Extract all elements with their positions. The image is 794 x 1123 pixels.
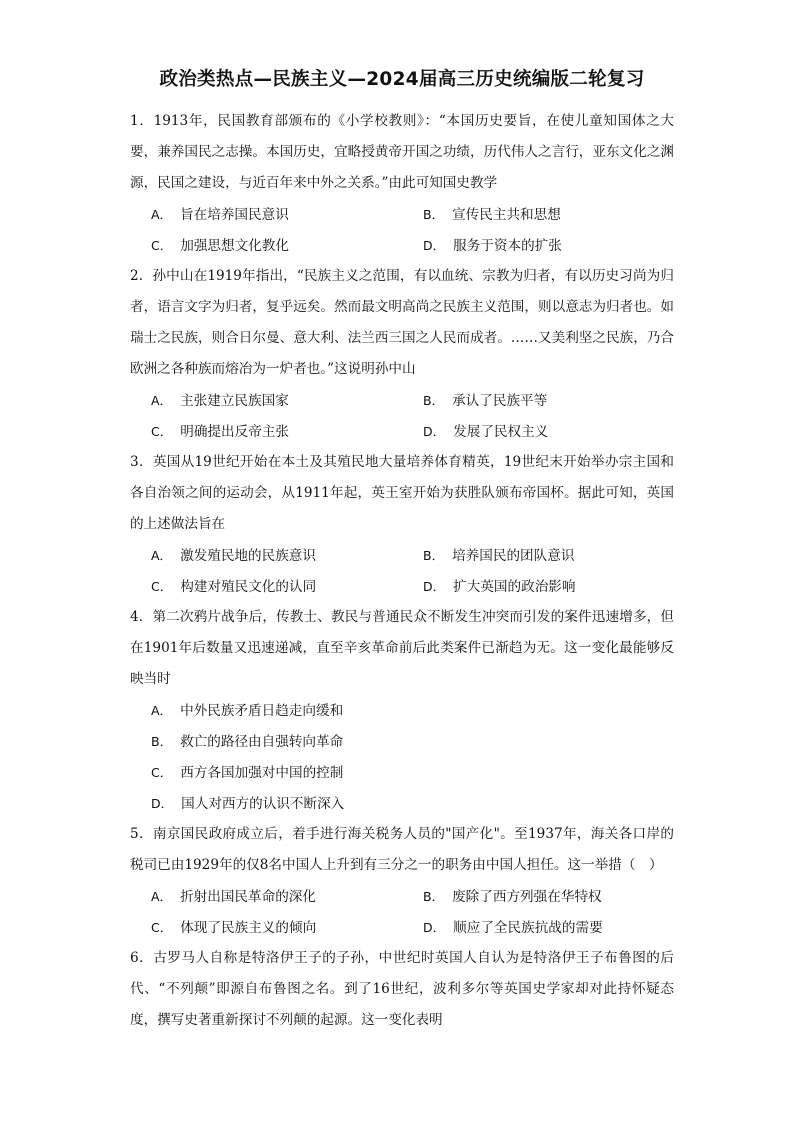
- option-row: [130, 199, 674, 230]
- option-a[interactable]: [130, 385, 402, 416]
- option-row: [130, 757, 674, 788]
- option-letter: A．: [151, 207, 173, 222]
- option-a[interactable]: [130, 695, 674, 726]
- option-text: 主张建立民族国家: [180, 393, 289, 409]
- option-letter: A．: [151, 889, 173, 904]
- option-text: 国人对西方的认识不断深入: [181, 796, 345, 812]
- option-text: 宣传民主共和思想: [452, 207, 561, 223]
- option-a[interactable]: [130, 540, 402, 571]
- option-text: 废除了西方列强在华特权: [452, 889, 602, 905]
- option-d[interactable]: [130, 788, 674, 819]
- option-b[interactable]: [402, 199, 674, 230]
- option-row: [130, 726, 674, 757]
- option-letter: B．: [423, 207, 445, 222]
- option-text: 明确提出反帝主张: [180, 424, 289, 440]
- option-text: 培养国民的团队意识: [452, 548, 575, 564]
- option-b[interactable]: [402, 881, 674, 912]
- option-letter: B．: [423, 548, 445, 563]
- option-row: [130, 230, 674, 261]
- option-text: 扩大英国的政治影响: [453, 579, 576, 595]
- option-text: 中外民族矛盾日趋走向缓和: [180, 703, 344, 719]
- question-6: [130, 943, 674, 1036]
- option-letter: D．: [423, 579, 446, 594]
- option-row: [130, 416, 674, 447]
- option-text: 顺应了全民族抗战的需要: [453, 920, 603, 936]
- option-letter: A．: [151, 393, 173, 408]
- option-a[interactable]: [130, 881, 402, 912]
- option-c[interactable]: [130, 416, 402, 447]
- option-text: 激发殖民地的民族意识: [180, 548, 316, 564]
- option-letter: B．: [423, 393, 445, 408]
- option-letter: D．: [423, 238, 446, 253]
- option-d[interactable]: [402, 230, 674, 261]
- option-letter: C．: [151, 920, 173, 935]
- option-row: [130, 540, 674, 571]
- option-text: 折射出国民革命的深化: [180, 889, 316, 905]
- option-row: [130, 912, 674, 943]
- question-stem: 1．1913年，民国教育部颁布的《小学校教则》：“本国历史要旨，在使儿童知国体之大要，兼养国民之志操。本国历史，宜略授黄帝开国之功绩，历代伟人之言行，亚东文化之渊源，民国之建设，与近百年来中外之关系。”由此可知国史教学: [130, 113, 674, 191]
- option-letter: A．: [151, 548, 173, 563]
- option-b[interactable]: [130, 726, 674, 757]
- question-stem: 3．英国从19世纪开始在本土及其殖民地大量培养体育精英，19世纪末开始举办宗主国和各自治领之间的运动会，从1911年起，英王室开始为获胜队颁布帝国杯。据此可知，英国的上述做法旨在: [130, 454, 674, 532]
- option-text: 加强思想文化教化: [180, 238, 289, 254]
- option-d[interactable]: [402, 912, 674, 943]
- option-letter: D．: [423, 424, 446, 439]
- option-d[interactable]: [402, 571, 674, 602]
- option-c[interactable]: [130, 571, 402, 602]
- option-text: 旨在培养国民意识: [180, 207, 289, 223]
- option-row: [130, 881, 674, 912]
- option-text: 发展了民权主义: [453, 424, 549, 440]
- option-text: 承认了民族平等: [452, 393, 548, 409]
- options-list: [130, 881, 674, 943]
- option-text: 西方各国加强对中国的控制: [180, 765, 344, 781]
- option-text: 构建对殖民文化的认同: [180, 579, 317, 595]
- option-letter: C．: [151, 424, 173, 439]
- option-b[interactable]: [402, 540, 674, 571]
- question-stem: 6．古罗马人自称是特洛伊王子的子孙，中世纪时英国人自认为是特洛伊王子布鲁图的后代、“不列颠”即源自布鲁图之名。到了16世纪，波利多尔等英国史学家却对此持怀疑态度，撰写史著重新探讨不列颠的起源。这一变化表明: [130, 950, 674, 1028]
- option-row: [130, 571, 674, 602]
- question-2: [130, 261, 674, 447]
- option-letter: D．: [151, 796, 174, 811]
- option-a[interactable]: [130, 199, 402, 230]
- option-d[interactable]: [402, 416, 674, 447]
- options-list: [130, 199, 674, 261]
- option-letter: B．: [151, 734, 173, 749]
- option-c[interactable]: [130, 757, 674, 788]
- option-text: 体现了民族主义的倾向: [180, 920, 317, 936]
- question-5: [130, 819, 674, 943]
- option-row: [130, 385, 674, 416]
- question-3: [130, 447, 674, 602]
- option-letter: C．: [151, 579, 173, 594]
- option-c[interactable]: [130, 230, 402, 261]
- option-text: 救亡的路径由自强转向革命: [180, 734, 344, 750]
- option-b[interactable]: [402, 385, 674, 416]
- options-list: [130, 540, 674, 602]
- options-list: [130, 695, 674, 819]
- option-letter: D．: [423, 920, 446, 935]
- option-letter: C．: [151, 238, 173, 253]
- question-1: [130, 106, 674, 261]
- option-letter: B．: [423, 889, 445, 904]
- option-letter: A．: [151, 703, 173, 718]
- options-list: [130, 385, 674, 447]
- question-4: [130, 602, 674, 819]
- question-stem: 5．南京国民政府成立后，着手进行海关税务人员的"国产化"。至1937年，海关各口岸的税司已由1929年的仅8名中国人上升到有三分之一的职务由中国人担任。这一举措（ ）: [130, 826, 674, 873]
- option-row: [130, 788, 674, 819]
- option-row: [130, 695, 674, 726]
- option-letter: C．: [151, 765, 173, 780]
- page-title: 政治类热点—民族主义—2024届高三历史统编版二轮复习: [159, 69, 645, 90]
- question-stem: 4．第二次鸦片战争后，传教士、教民与普通民众不断发生冲突而引发的案件迅速增多，但在1901年后数量又迅速递减，直至辛亥革命前后此类案件已渐趋为无。这一变化最能够反映当时: [130, 609, 674, 687]
- question-stem: 2．孙中山在1919年指出，“民族主义之范围，有以血统、宗教为归者，有以历史习尚为归者，语言文字为归者，复乎远矣。然而最文明高尚之民族主义范围，则以意志为归者也。如瑞士之民族，则合日尔曼、意大利、法兰西三国之人民而成者。……又美利坚之民族，乃合欧洲之各种族而熔冶为一炉者也。”这说明孙中山: [130, 268, 674, 377]
- option-text: 服务于资本的扩张: [453, 238, 562, 254]
- option-c[interactable]: [130, 912, 402, 943]
